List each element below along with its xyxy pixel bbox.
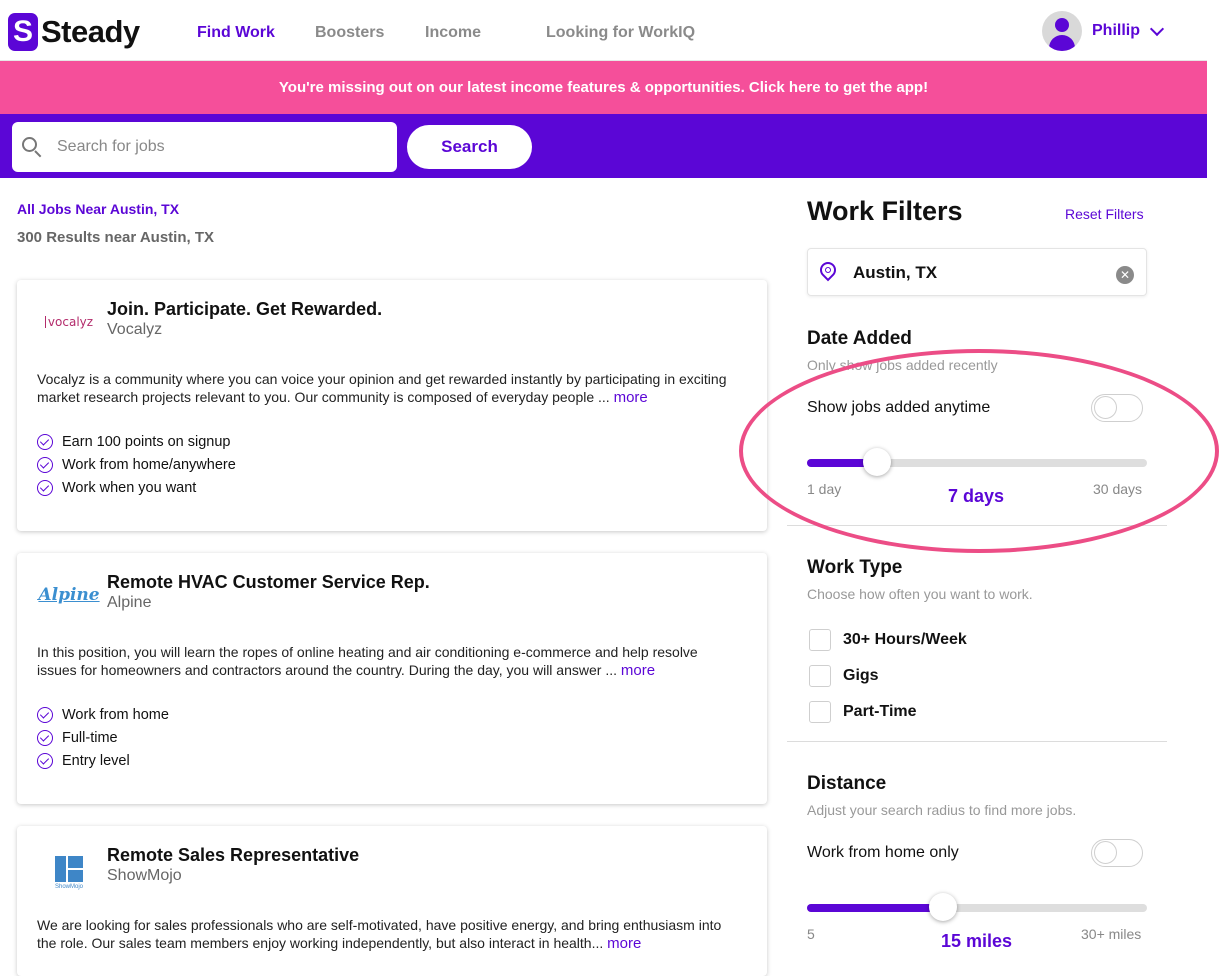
distance-max-label: 30+ miles (1081, 926, 1142, 942)
date-anytime-toggle[interactable] (1091, 394, 1143, 422)
date-toggle-label: Show jobs added anytime (807, 399, 991, 416)
vocalyz-logo: vocalyz (45, 316, 93, 328)
avatar (1042, 11, 1082, 51)
company-logo (39, 577, 99, 613)
search-field[interactable] (12, 122, 397, 172)
checkbox[interactable] (809, 701, 831, 723)
list-item (37, 453, 236, 476)
work-type-option[interactable] (809, 665, 879, 687)
search-button[interactable]: Search (407, 125, 532, 169)
date-max-label: 30 days (1093, 481, 1143, 497)
check-circle-icon (37, 457, 53, 473)
check-circle-icon (37, 753, 53, 769)
work-type-option[interactable] (809, 701, 917, 723)
company-name: ShowMojo (107, 867, 182, 884)
divider (787, 741, 1167, 742)
job-description (37, 370, 737, 407)
checkbox[interactable] (809, 629, 831, 651)
list-item (37, 749, 169, 772)
location-pin-icon (817, 259, 840, 282)
nav-income[interactable]: Income (425, 24, 482, 41)
chevron-down-icon[interactable] (1150, 21, 1164, 35)
check-circle-icon (37, 707, 53, 723)
highlight-annotation (739, 349, 1219, 553)
top-nav (0, 0, 1207, 61)
steady-logo[interactable] (8, 13, 140, 51)
get-app-banner[interactable] (0, 61, 1207, 114)
slider-thumb[interactable] (929, 893, 957, 921)
perk-label: Entry level (62, 752, 130, 769)
search-icon (22, 137, 42, 157)
checkbox-label: 30+ Hours/Week (843, 631, 967, 648)
location-value: Austin, TX (853, 263, 938, 282)
distance-min-label: 5 (807, 926, 815, 942)
date-value-label: 7 days (948, 486, 1005, 506)
checkbox[interactable] (809, 665, 831, 687)
perk-label: Earn 100 points on signup (62, 433, 231, 450)
work-type-option[interactable] (809, 629, 967, 651)
list-item (37, 726, 169, 749)
date-min-label: 1 day (807, 481, 842, 497)
list-item (37, 430, 236, 453)
date-added-subtitle: Only show jobs added recently (807, 357, 998, 373)
check-circle-icon (37, 730, 53, 746)
checkbox-label: Part-Time (843, 703, 917, 720)
logo-text: Steady (41, 14, 140, 49)
list-item (37, 476, 236, 499)
slider-thumb[interactable] (863, 448, 891, 476)
company-logo (39, 304, 99, 340)
showmojo-logo: ShowMojo (55, 856, 83, 892)
clear-location-icon[interactable]: ✕ (1116, 266, 1134, 284)
work-type-subtitle: Choose how often you want to work. (807, 586, 1033, 602)
list-item (37, 703, 169, 726)
job-title[interactable]: Join. Participate. Get Rewarded. (107, 299, 383, 319)
perk-label: Work from home (62, 706, 169, 723)
distance-title: Distance (807, 773, 887, 794)
perk-list (37, 430, 236, 499)
description-text: In this position, you will learn the ropes of online heating and air conditioning e-commerce and help resolve issues for homeowners and contractors around the country. During the day, you will answer ... (37, 644, 698, 678)
job-card[interactable] (17, 280, 767, 531)
date-slider[interactable] (807, 459, 1147, 467)
description-text: Vocalyz is a community where you can voice your opinion and get rewarded instantly by participating in exciting market research projects relevant to you. Our community is composed of everyday people ... (37, 371, 727, 405)
more-link[interactable]: more (613, 389, 648, 406)
job-title[interactable]: Remote Sales Representative (107, 845, 360, 865)
job-description (37, 916, 737, 953)
nav-boosters[interactable]: Boosters (315, 24, 385, 41)
reset-filters-link[interactable]: Reset Filters (1065, 206, 1144, 222)
nav-workiq[interactable]: Looking for WorkIQ (546, 24, 696, 41)
checkbox-label: Gigs (843, 667, 879, 684)
distance-value-label: 15 miles (941, 931, 1013, 951)
wfh-only-toggle[interactable] (1091, 839, 1143, 867)
description-text: We are looking for sales professionals who are self-motivated, have positive energy, and bring enthusiasm into the role. Our sales team members enjoy working independently, but also interact in health... (37, 917, 722, 951)
distance-subtitle: Adjust your search radius to find more jobs. (807, 802, 1077, 818)
job-title[interactable]: Remote HVAC Customer Service Rep. (107, 572, 430, 592)
company-logo (39, 856, 99, 892)
perk-list (37, 703, 169, 772)
slider-fill (807, 904, 943, 912)
work-type-title: Work Type (807, 557, 903, 578)
job-card[interactable] (17, 553, 767, 804)
perk-label: Work from home/anywhere (62, 456, 236, 473)
company-name: Vocalyz (107, 321, 163, 338)
distance-slider[interactable] (807, 904, 1147, 912)
breadcrumb[interactable]: All Jobs Near Austin, TX (17, 201, 180, 217)
job-card[interactable] (17, 826, 767, 976)
more-link[interactable]: more (607, 935, 642, 952)
date-added-title: Date Added (807, 328, 912, 349)
search-bar (0, 114, 1207, 178)
company-name: Alpine (107, 594, 152, 611)
alpine-logo: Alpine (38, 585, 100, 605)
results-count: 300 Results near Austin, TX (17, 229, 215, 246)
filters-title: Work Filters (807, 196, 963, 226)
nav-find-work[interactable]: Find Work (197, 24, 275, 41)
divider (787, 525, 1167, 526)
perk-label: Full-time (62, 729, 118, 746)
banner-text[interactable]: You're missing out on our latest income features & opportunities. Click here to get the app! (278, 79, 929, 96)
logo-mark: S (8, 13, 38, 51)
job-description (37, 643, 737, 680)
perk-label: Work when you want (62, 479, 197, 496)
search-input[interactable] (57, 138, 357, 156)
more-link[interactable]: more (620, 662, 656, 679)
user-menu[interactable] (1042, 11, 1162, 51)
check-circle-icon (37, 480, 53, 496)
check-circle-icon (37, 434, 53, 450)
wfh-toggle-label: Work from home only (807, 844, 959, 861)
user-name: Phillip (1092, 22, 1140, 39)
location-field[interactable] (807, 248, 1147, 296)
